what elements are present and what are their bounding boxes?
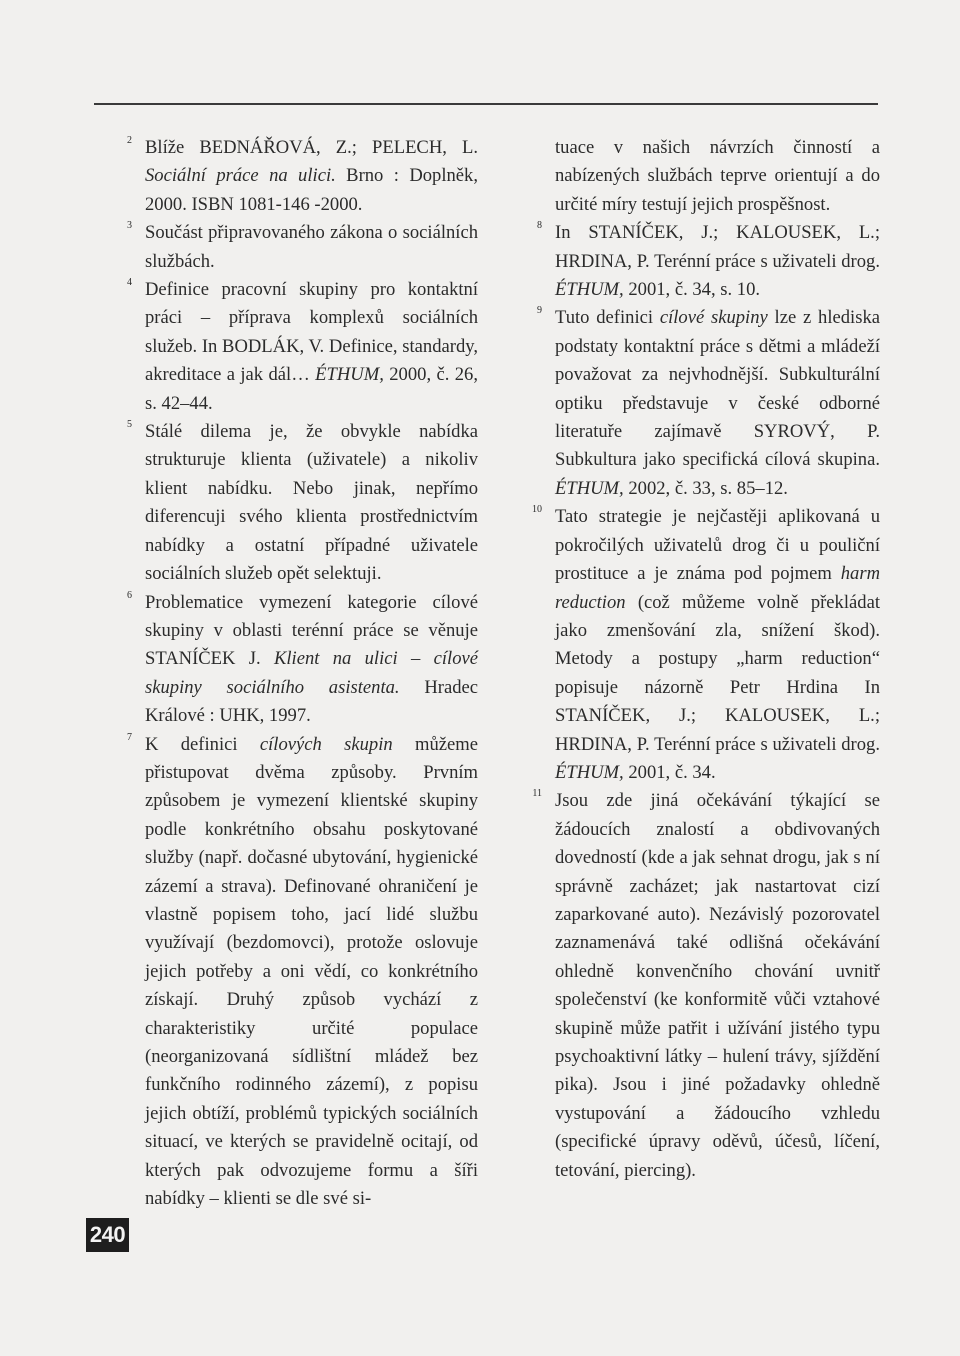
footnotes-left-column bbox=[112, 134, 478, 1213]
footnote bbox=[112, 219, 478, 276]
footnote bbox=[522, 787, 880, 1185]
footnote bbox=[112, 731, 478, 1214]
footnote-number: 5 bbox=[127, 419, 132, 431]
footnote-number: 7 bbox=[127, 731, 132, 743]
footnote-text: lze z hlediska podstaty kontaktní práce s dětmi a mládeží považovat za nejvhodnější. Subkulturální optiku představuje v české odborné literatuře zajímavě SYROVÝ, P. Subkultura jako specifická cílová skupina. bbox=[555, 307, 880, 471]
footnote bbox=[522, 304, 880, 503]
footnote-text: (což můžeme volně překládat jako zmenšování zla, snížení škod). Metody a postupy „harm reduction“ popisuje názorně Petr Hrdina In STANÍČEK, J.; KALOUSEK, L.; HRDINA, P. Terénní práce s uživateli drog. bbox=[555, 591, 880, 755]
footnotes-right-column bbox=[522, 134, 880, 1185]
footnote-number: 8 bbox=[537, 220, 542, 232]
footnote-text: K definici bbox=[145, 733, 260, 755]
footnote-number: 9 bbox=[537, 305, 542, 317]
header-rule bbox=[94, 103, 878, 105]
footnote-text: Hradec Králové : UHK, 1997. bbox=[145, 676, 479, 727]
footnote-number: 4 bbox=[127, 277, 132, 289]
footnote-text: Brno : Doplněk, 2000. ISBN 1081-146 -2000. bbox=[145, 165, 478, 215]
footnote-italic-text: cílové skupiny bbox=[659, 307, 768, 329]
footnote bbox=[112, 589, 478, 731]
footnote bbox=[112, 134, 478, 219]
footnote bbox=[522, 219, 880, 304]
footnote-text: In STANÍČEK, J.; KALOUSEK, L.; HRDINA, P. Terénní práce s uživateli drog. bbox=[555, 222, 880, 272]
footnote-text: můžeme přistupovat dvěma způsoby. Prvním způsobem je vymezení klientské skupiny podle konkrétního obsahu poskytované služby (např. dočasné ubytování, hygienické zázemí a strava). Definované ohraničení je vlastně popisem toho, jací lidé službu využívají (bezdomovci), protože oslovuje jejich potřeby a oni vědí, co konkrétního získají. Druhý způsob vychází z charakteristiky určité populace (neorganizovaná sídlištní mládež bez funkčního rodinného zázemí), z popisu jejich obtíží, problémů typických sociálních situací, ve kterých se pravidelně ocitají, od kterých pak odvozujeme formu a šíři nabídky – klienti se dle své si- bbox=[145, 733, 478, 1210]
footnote-text: Definice pracovní skupiny pro kontaktní práci – příprava komplexů sociálních služeb. In BODLÁK, V. Definice, standardy, akreditace a jak dál… bbox=[145, 279, 478, 386]
footnote-italic-text: harm reduction bbox=[555, 563, 880, 613]
footnote-number: 2 bbox=[127, 135, 132, 146]
footnote-text: 2002, č. 33, s. 85–12. bbox=[623, 477, 788, 499]
footnote-italic-text: Klient na ulici – cílové skupiny sociálního asistenta. bbox=[145, 648, 478, 698]
footnote-text: Stálé dilema je, že obvykle nabídka strukturuje klienta (uživatele) a nikoliv klient nabídku. Nebo jinak, nepřímo diferencuji svého klienta prostřednictvím nabídky a ostatní případné uživatele sociálních služeb opět selektuji. bbox=[145, 421, 478, 585]
footnote-text: Problematice vymezení kategorie cílové skupiny v oblasti terénní práce se věnuje STANÍČEK J. bbox=[145, 591, 478, 670]
footnote bbox=[522, 503, 880, 787]
footnote-text: 2001, č. 34, s. 10. bbox=[623, 279, 761, 301]
footnote bbox=[112, 418, 478, 588]
footnote-italic-text: ÉTHUM, bbox=[555, 279, 624, 301]
footnote-number: 11 bbox=[532, 788, 542, 800]
footnote-text: Blíže BEDNÁŘOVÁ, Z.; PELECH, L. bbox=[145, 137, 478, 158]
footnote-italic-text: ÉTHUM, bbox=[315, 364, 384, 386]
footnote bbox=[112, 276, 478, 418]
footnote-italic-text: ÉTHUM, bbox=[555, 761, 624, 783]
footnote-number: 3 bbox=[127, 220, 132, 232]
footnote-continuation: tuace v našich návrzích činností a nabízených službách teprve orientují a do určité míry testují jejich prospěšnost. bbox=[555, 137, 880, 215]
footnote-italic-text: Sociální práce na ulici. bbox=[145, 165, 336, 187]
footnote-text: Součást připravovaného zákona o sociálních službách. bbox=[145, 222, 478, 272]
footnote-text: Jsou zde jiná očekávání týkající se žádoucích znalostí a obdivovaných dovedností (kde a jak sehnat drogu, jak s ní správně zacházet; jak nastartovat cizí zaparkované auto). Nezávislý pozorovatel zaznamenává také odlišná očekávání ohledně konvenčního chování uvnitř společenství (ke konformitě vůči vztahové skupině může patřit i užívání jistého typu psychoaktivní látky – hulení trávy, sjíždění pika). Jsou i jiné požadavky ohledně vystupování a žádoucího vzhledu (specifické úpravy oděvů, účesů, líčení, tetování, piercing). bbox=[555, 790, 880, 1181]
footnote-text: Tuto definici bbox=[555, 307, 660, 329]
footnote-italic-text: cílových skupin bbox=[259, 733, 393, 755]
footnote-number: 6 bbox=[127, 589, 132, 601]
footnote-italic-text: ÉTHUM, bbox=[555, 477, 624, 499]
footnote-number: 10 bbox=[532, 504, 542, 516]
page-number: 240 bbox=[86, 1218, 129, 1252]
footnote-text: 2001, č. 34. bbox=[623, 761, 716, 783]
footnote-text: 2000, č. 26, s. 42–44. bbox=[145, 364, 478, 414]
footnote-text: Tato strategie je nejčastěji aplikovaná u pokročilých uživatelů drog či u pouliční prostituce a je známa pod pojmem bbox=[555, 506, 880, 585]
